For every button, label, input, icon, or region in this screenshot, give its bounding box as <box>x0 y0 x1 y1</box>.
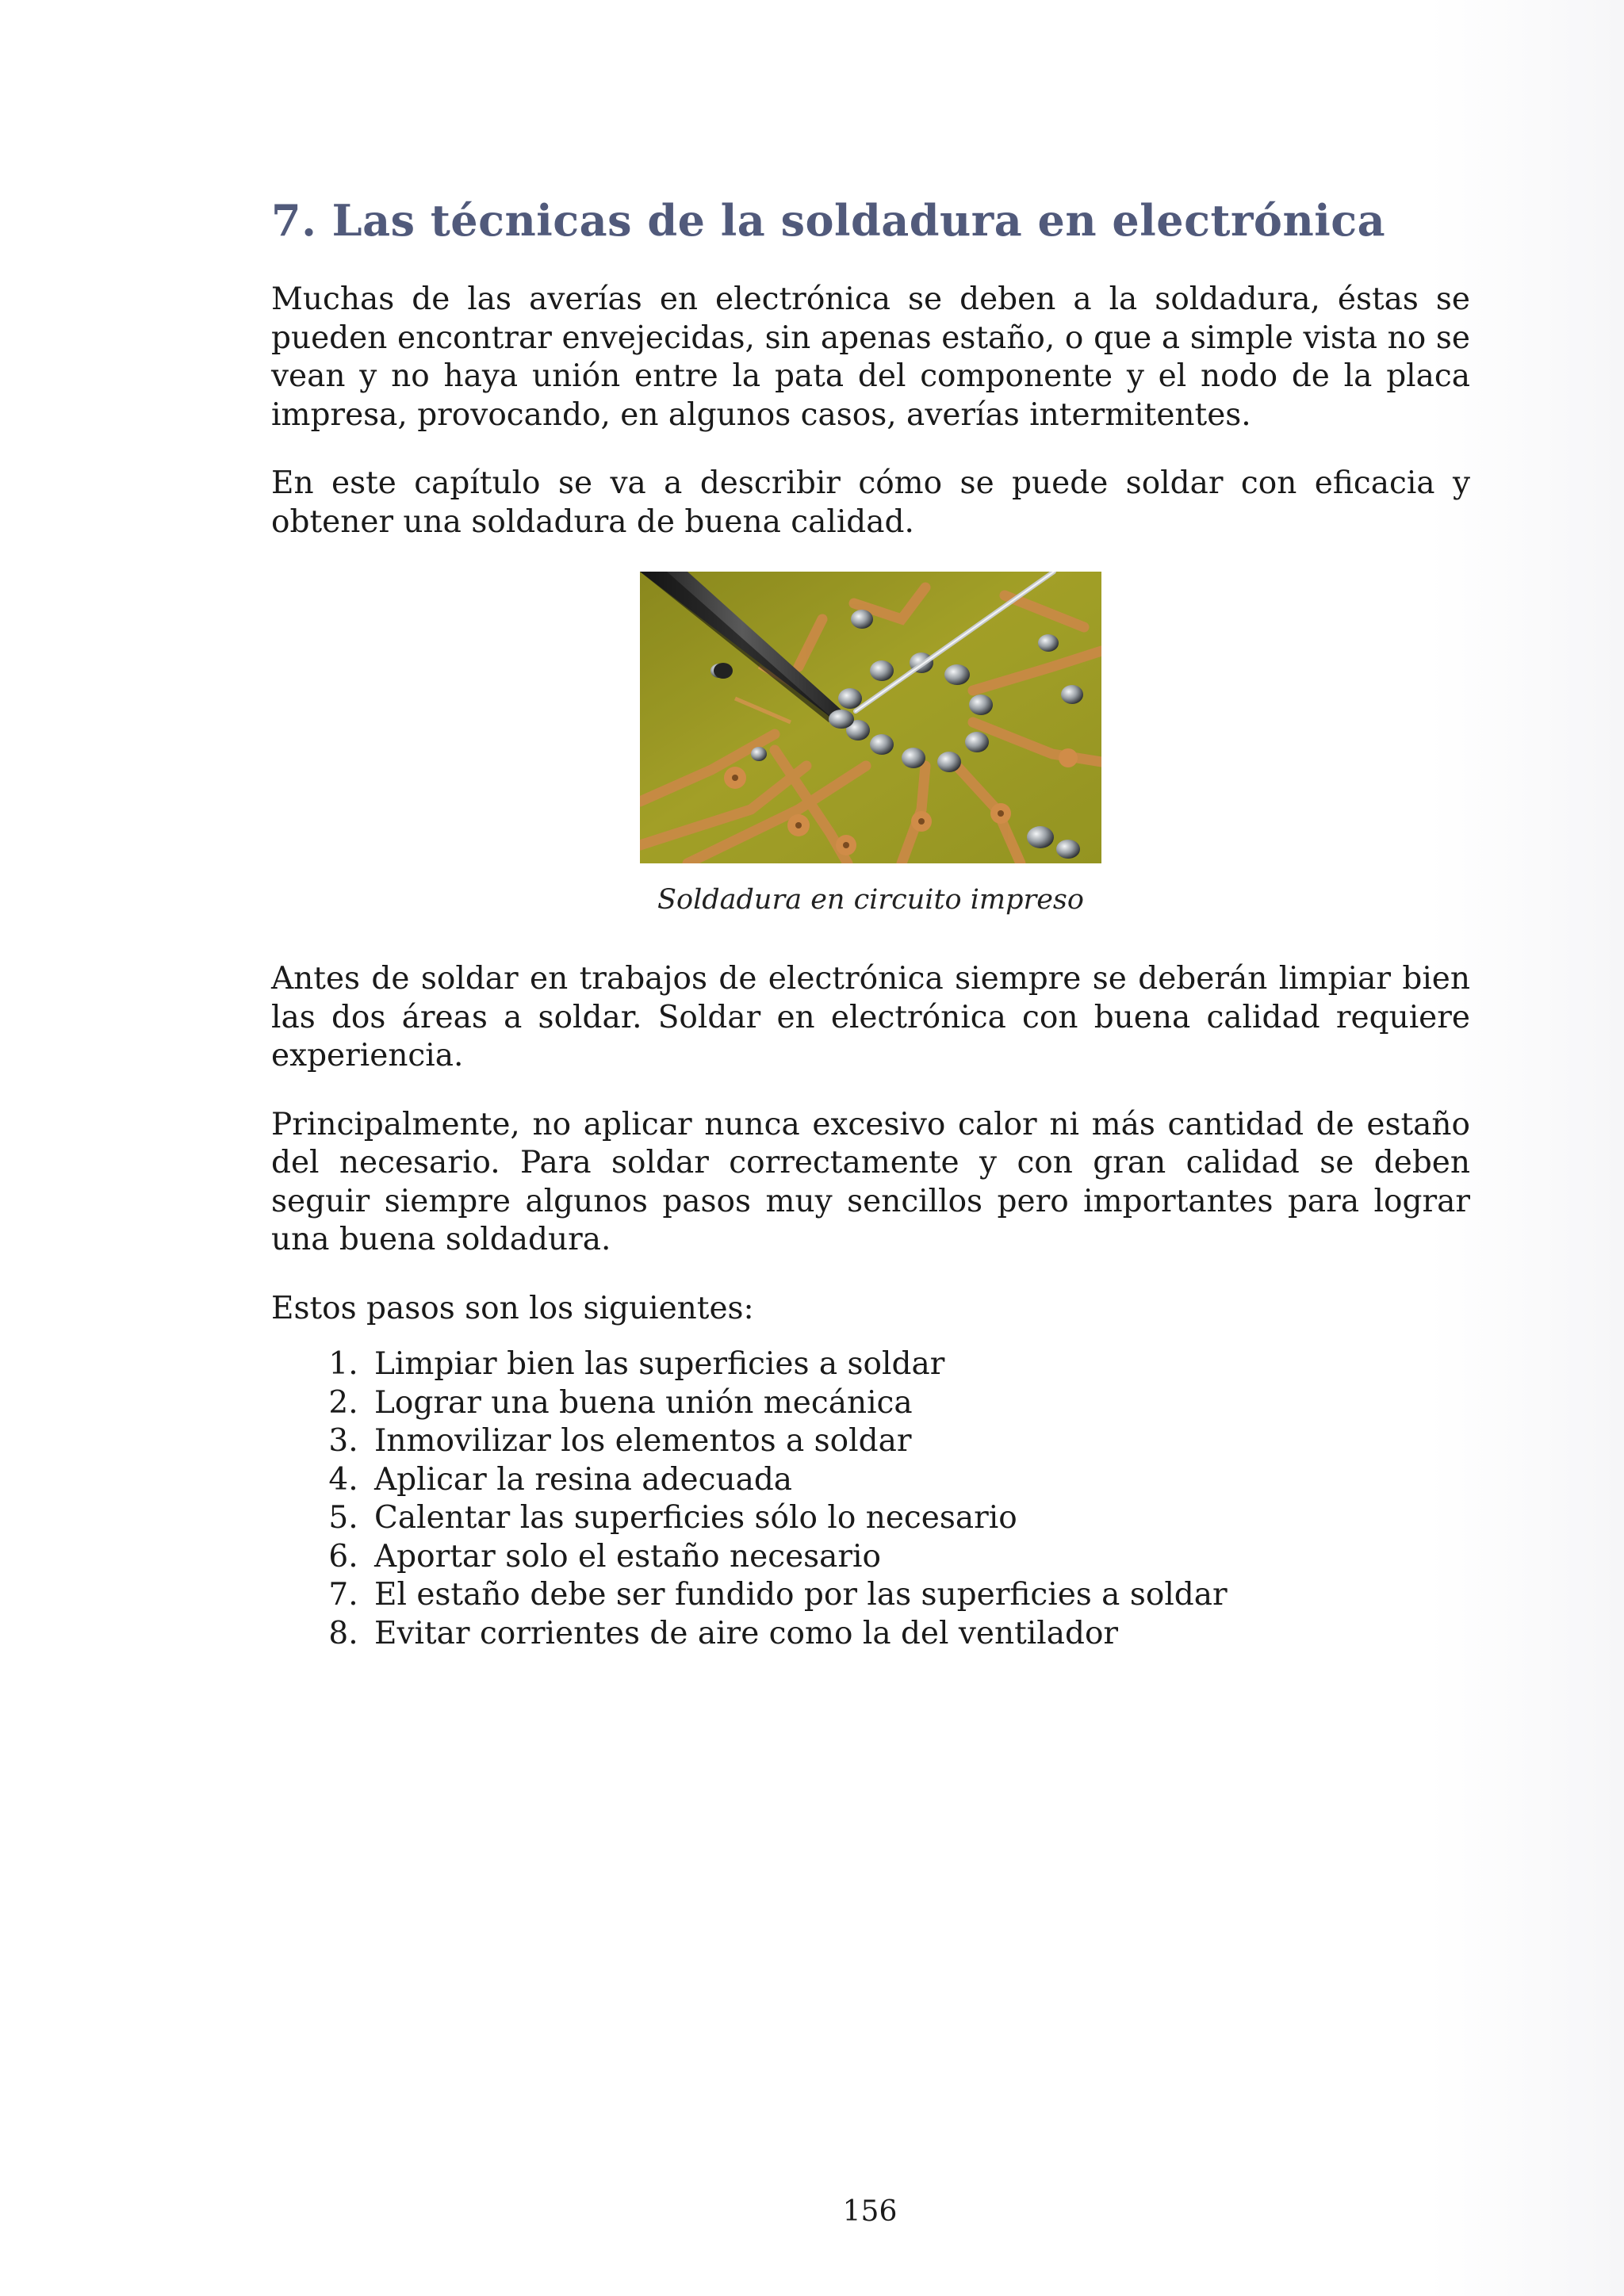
list-item: 7. El estaño debe ser fundido por las superficies a soldar <box>368 1576 1470 1615</box>
figure-caption: Soldadura en circuito impreso <box>657 884 1084 916</box>
steps-list <box>271 1345 1470 1653</box>
list-item: 5. Calentar las superficies sólo lo necesario <box>368 1499 1470 1538</box>
list-item: 8. Evitar corrientes de aire como la del ventilador <box>368 1615 1470 1654</box>
cleaning-paragraph: Antes de soldar en trabajos de electrónica siempre se deberán limpiar bien las dos áreas a soldar. Soldar en electrónica con buena calidad requiere experiencia. <box>271 961 1470 1073</box>
figure <box>271 572 1470 919</box>
soldering-photo <box>640 572 1101 863</box>
steps-intro-paragraph: Estos pasos son los siguientes: <box>271 1290 754 1326</box>
list-item: 3. Inmovilizar los elementos a soldar <box>368 1422 1470 1461</box>
list-item: 2. Lograr una buena unión mecánica <box>368 1384 1470 1423</box>
page-content <box>271 187 1470 1653</box>
list-item: 1. Limpiar bien las superficies a soldar <box>368 1345 1470 1384</box>
chapter-purpose-paragraph: En este capítulo se va a describir cómo se puede soldar con eficacia y obtener una soldadura de buena calidad. <box>271 465 1470 540</box>
list-item: 6. Aportar solo el estaño necesario <box>368 1538 1470 1577</box>
page-number: 156 <box>842 2195 898 2228</box>
intro-paragraph: Muchas de las averías en electrónica se deben a la soldadura, éstas se pueden encontrar envejecidas, sin apenas estaño, o que a simple vista no se vean y no haya unión entre la pata del componente y el nodo de la placa impresa, provocando, en algunos casos, averías intermitentes. <box>271 281 1470 433</box>
principles-paragraph: Principalmente, no aplicar nunca excesivo calor ni más cantidad de estaño del necesario. Para soldar correctamente y con gran calidad se deben seguir siempre algunos pasos muy sencillos pero importantes para lograr una buena soldadura. <box>271 1106 1470 1257</box>
chapter-title: 7. Las técnicas de la soldadura en electrónica <box>271 195 1386 246</box>
list-item: 4. Aplicar la resina adecuada <box>368 1461 1470 1500</box>
